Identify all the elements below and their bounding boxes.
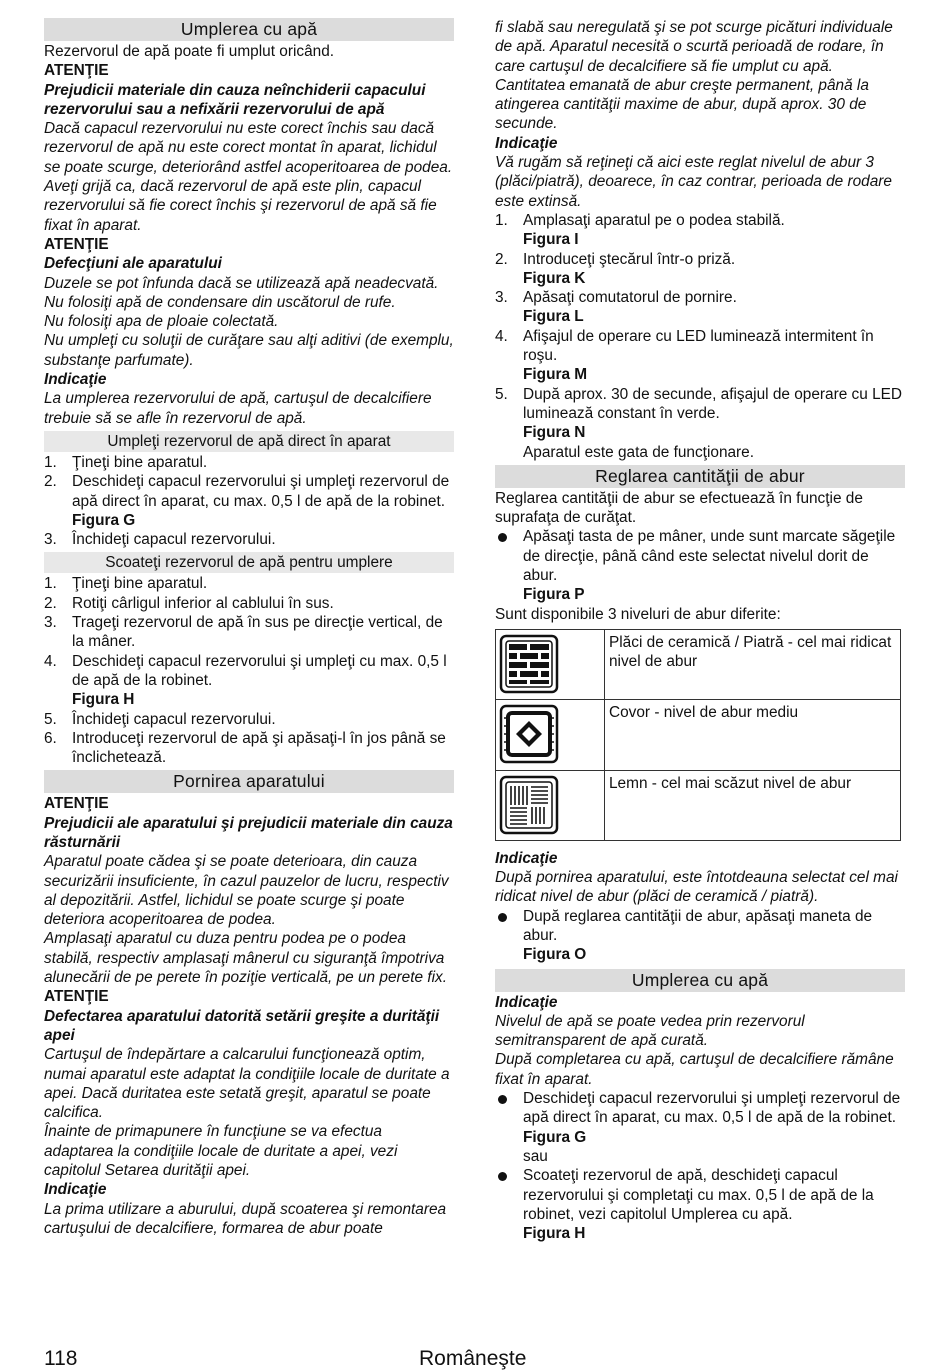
level-description: Lemn - cel mai scăzut nivel de abur: [605, 770, 901, 840]
list-item: 1. Ţineţi bine aparatul.: [44, 453, 208, 471]
bullet-item: După reglarea cantităţii de abur, apăsaţi maneta de abur.: [495, 907, 905, 946]
figure-ref: Figura K: [523, 269, 586, 287]
steam-levels-table: [495, 629, 901, 841]
note-title: Indicaţie: [44, 1181, 107, 1199]
list-item: 3. Apăsaţi comutatorul de pornire.: [495, 289, 737, 307]
figure-ref: Figura P: [523, 586, 585, 604]
attention-label: ATENŢIE: [44, 795, 109, 813]
wood-icon: [499, 775, 559, 835]
list-item: 5. După aprox. 30 de secunde, afişajul de operare cu LED luminează constant în verde.: [495, 385, 903, 422]
note-text: Nivelul de apă se poate vedea prin rezervorul semitransparent de apă curată.: [495, 1012, 805, 1050]
figure-ref: Figura O: [523, 946, 587, 964]
note-text: După pornirea aparatului, este întotdeauna selectat cel mai ridicat nivel de abur (plăci de ceramică / piatră).: [495, 869, 898, 906]
note-title: Indicaţie: [495, 134, 558, 152]
note-text: La prima utilizare a aburului, după scoaterea şi remontarea cartuşului de decalcifiere, formarea de abur poate: [44, 1200, 447, 1237]
list-item: 6. Introduceţi rezervorul de apă şi apăsaţi-l în jos până se înclichetează.: [44, 729, 446, 767]
note-text: fi slabă sau neregulată şi se pot scurge picături individuale de apă. Aparatul necesită o scurtă perioadă de rodare, în care cartuşul de decalcifiere să fie umplut cu apă. Cantitatea emanată de abur creşte permanent, până la atingerea cantităţii maxime de abur, după aprox. 30 de secunde.: [495, 19, 893, 133]
note-text: Vă rugăm să reţineţi că aici este reglat nivelul de abur 3 (plăci/piatră), deoarece, în caz contrar, perioada de rodare este extinsă.: [495, 154, 892, 210]
steam-intro: Reglarea cantităţii de abur se efectuează în funcţie de suprafaţa de curăţat.: [495, 489, 863, 527]
figure-ref: Figura H: [72, 691, 135, 709]
figure-ref: Figura L: [523, 308, 584, 326]
or-text: sau: [523, 1147, 548, 1165]
list-item: 1. Amplasaţi aparatul pe o podea stabilă.: [495, 211, 785, 229]
level-description: Covor - nivel de abur mediu: [605, 700, 901, 770]
section-heading-start: Pornirea aparatului: [44, 770, 454, 793]
tiles-stone-icon: [499, 634, 559, 694]
figure-ref: Figura I: [523, 231, 579, 249]
figure-ref: Figura H: [523, 1225, 586, 1243]
warning-title: Prejudicii ale aparatului şi prejudicii materiale din cauza răsturnării: [44, 814, 453, 851]
list-item: 1. Ţineţi bine aparatul.: [44, 575, 208, 593]
list-item: 4. Afişajul de operare cu LED luminează intermitent în roşu.: [495, 327, 874, 365]
list-item: 3. Închideţi capacul rezervorului.: [44, 531, 276, 549]
levels-intro: Sunt disponibile 3 niveluri de abur diferite:: [495, 605, 781, 623]
list-item: 2. Rotiţi cârligul inferior al cablului în sus.: [44, 594, 334, 612]
carpet-icon: [499, 704, 559, 764]
warning-text: Amplasaţi aparatul cu duza pentru podea pe o podea stabilă, respectiv amplasaţi mânerul cu siguranţă împotriva alunecării de pe perete în poziţie verticală, pe un perete fix.: [44, 930, 447, 987]
bullet-item: Deschideţi capacul rezervorului şi umpleţi rezervorul de apă direct în aparat, cu max. 0,5 l de apă de la robinet.: [495, 1089, 905, 1128]
section-heading-fill-2: Umplerea cu apă: [495, 969, 905, 992]
warning-title: Defectarea aparatului datorită setării greşite a durităţii apei: [44, 1007, 440, 1044]
figure-ref: Figura G: [523, 1128, 587, 1146]
note-title: Indicaţie: [44, 371, 107, 389]
note-title: Indicaţie: [495, 993, 558, 1011]
figure-ref: Figura M: [523, 366, 588, 384]
warning-text: Aparatul poate cădea şi se poate deterioara, din cauza securizării insuficiente, în cazul pauzelor de lucru, respectiv al depozitării. Astfel, lichidul se poate scurge şi poate deteriora acoperitoarea de podea.: [44, 853, 449, 929]
list-item: 4. Deschideţi capacul rezervorului şi umpleţi cu max. 0,5 l de apă de la robinet.: [44, 652, 447, 689]
level-description: Plăci de ceramică / Piatră - cel mai ridicat nivel de abur: [605, 629, 901, 699]
table-row: [496, 629, 901, 699]
remove-tank-steps: [44, 574, 454, 690]
table-row: [496, 700, 901, 770]
table-row: [496, 770, 901, 840]
warning-text: Nu umpleţi cu soluţii de curăţare sau alţi aditivi (de exemplu, substanţe parfumate).: [44, 332, 454, 369]
note-title: Indicaţie: [495, 849, 558, 867]
footer-language: Româneşte: [419, 1347, 527, 1370]
figure-ref: Figura G: [72, 511, 136, 529]
direct-fill-steps: [44, 453, 454, 511]
ready-text: Aparatul este gata de funcţionare.: [523, 443, 755, 461]
fill-intro: Rezervorul de apă poate fi umplut oricând.: [44, 43, 335, 60]
warning-text: Aveţi grijă ca, dacă rezervorul de apă este plin, capacul rezervorului să fie corect închis şi rezervorul de apă să fie fixat în aparat.: [44, 178, 437, 234]
note-text: După completarea cu apă, cartuşul de decalcifiere rămâne fixat în aparat.: [495, 1051, 894, 1088]
attention-label: ATENŢIE: [44, 235, 109, 253]
bullet-icon: [498, 533, 507, 542]
bullet-icon: [498, 913, 507, 922]
left-column: [44, 18, 454, 1238]
subheading-direct-fill: Umpleţi rezervorul de apă direct în aparat: [44, 431, 454, 452]
right-column: [495, 18, 905, 1243]
warning-text: Nu folosiţi apă de condensare din uscătorul de rufe.: [44, 293, 396, 311]
warning-text: Dacă capacul rezervorului nu este corect închis sau dacă rezervorul de apă nu este corect montat în aparat, lichidul se poate scurge, deteriorând astfel acoperitoarea de podea.: [44, 120, 453, 176]
warning-title: Defecţiuni ale aparatului: [44, 255, 222, 273]
bullet-item: Apăsaţi tasta de pe mâner, unde sunt marcate săgeţile de direcţie, până când este selectat nivelul dorit de abur.: [495, 527, 905, 585]
section-heading-steam: Reglarea cantităţii de abur: [495, 465, 905, 488]
note-text: La umplerea rezervorului de apă, cartuşul de decalcifiere trebuie să se afle în rezervorul de apă.: [44, 390, 432, 427]
list-item: 2. Introduceţi ştecărul într-o priză.: [495, 250, 736, 268]
warning-text: Înainte de primapunere în funcţiune se va efectua adaptarea la condiţiile locale de duritate a apei, vezi capitolul Setarea durităţii apei.: [44, 1123, 398, 1180]
subheading-remove-tank: Scoateţi rezervorul de apă pentru umplere: [44, 552, 454, 573]
warning-text: Cartuşul de îndepărtare a calcarului funcţionează optim, numai aparatul este adaptat la condiţiile locale de duritate a apei. Dacă duritatea este setată greşit, aparatul se poate calcifica.: [44, 1046, 450, 1122]
bullet-icon: [498, 1095, 507, 1104]
bullet-icon: [498, 1172, 507, 1181]
section-heading-fill: Umplerea cu apă: [44, 18, 454, 41]
bullet-item: Scoateţi rezervorul de apă, deschideţi capacul rezervorului şi completaţi cu max. 0,5 l de apă de la robinet, vezi capitolul Umplerea cu apă.: [495, 1166, 905, 1224]
list-item: 3. Trageţi rezervorul de apă în sus pe direcţie vertical, de la mâner.: [44, 614, 443, 651]
warning-text: Nu folosiţi apa de ploaie colectată.: [44, 313, 279, 331]
list-item: 5. Închideţi capacul rezervorului.: [44, 710, 276, 728]
warning-text: Duzele se pot înfunda dacă se utilizează apă neadecvată.: [44, 274, 439, 292]
warning-title: Prejudicii materiale din cauza neînchiderii capacului rezervorului sau a nefixării rezervorului de apă: [44, 81, 426, 118]
list-item: 2. Deschideţi capacul rezervorului şi umpleţi rezervorul de apă direct în aparat, cu max. 0,5 l de apă de la robinet.: [44, 473, 450, 510]
attention-label: ATENŢIE: [44, 988, 109, 1006]
start-steps: [495, 211, 905, 230]
attention-label: ATENŢIE: [44, 62, 109, 80]
figure-ref: Figura N: [523, 424, 586, 442]
page-number: 118: [44, 1347, 78, 1370]
